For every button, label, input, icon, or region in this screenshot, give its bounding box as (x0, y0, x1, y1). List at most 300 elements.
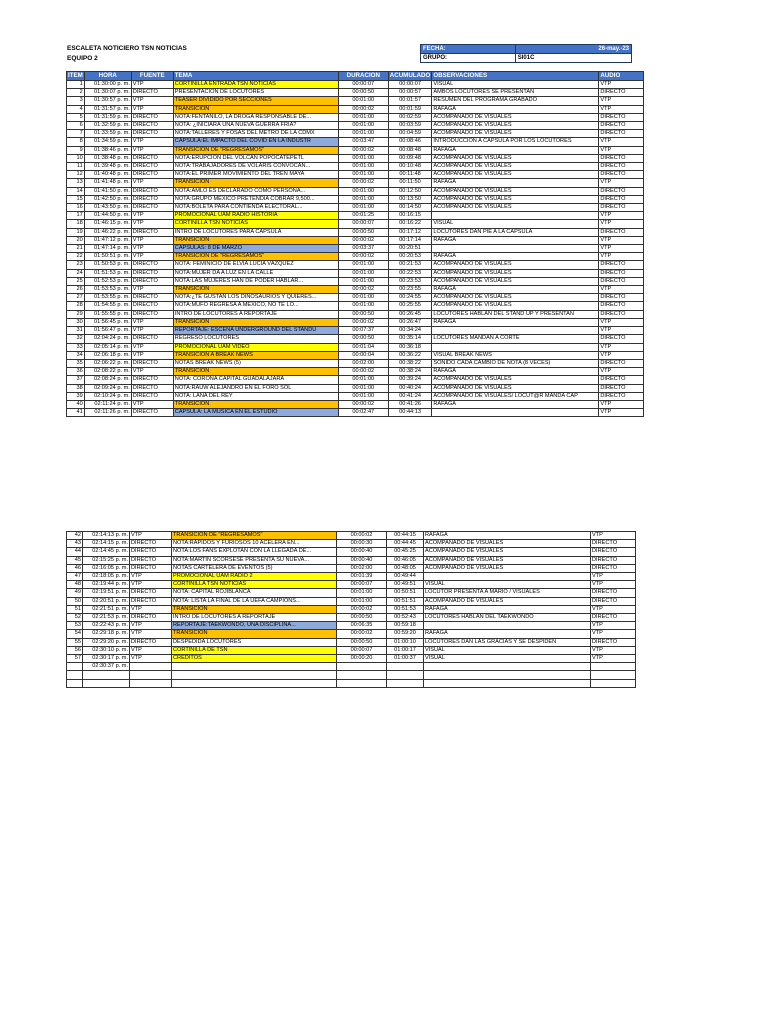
cell-fuente: VTP (131, 212, 173, 220)
cell-audio (591, 679, 636, 687)
cell-tema: NOTA:TALLERES Y FOSAS DEL METRO DE LA CDMX (173, 130, 338, 138)
cell-audio: VTP (599, 253, 644, 261)
cell-audio: DIRECTO (599, 89, 644, 97)
cell-hora: 01:39:48 p. m. (84, 163, 131, 171)
cell-observaciones: VISUAL (432, 220, 599, 228)
cell-tema: NOTA:RÁPIDOS Y FURIOSOS 10 ACELERA EN... (172, 540, 337, 548)
cell-item (67, 663, 83, 671)
cell-tema: TRANSICION DE "REGRESAMOS" (172, 532, 337, 540)
cell-hora: 01:42:50 p. m. (84, 195, 131, 203)
cell-hora: 02:09:24 p. m. (84, 384, 131, 392)
cell-hora: 02:15:25 p. m. (83, 556, 130, 564)
cell-fuente: DIRECTO (130, 638, 172, 646)
table-row (67, 646, 636, 654)
cell-duracion: 00:00:02 (337, 532, 387, 540)
cell-fuente: VTP (131, 138, 173, 146)
cell-item: 32 (67, 335, 85, 343)
cell-duracion: 00:00:02 (338, 105, 388, 113)
table-row (67, 614, 636, 622)
cell-duracion: 00:00:07 (337, 581, 387, 589)
cell-acumulado: 00:02:59 (388, 113, 432, 121)
cell-duracion: 00:00:07 (338, 220, 388, 228)
cell-fuente: DIRECTO (131, 261, 173, 269)
cell-item: 18 (67, 220, 85, 228)
cell-audio: VTP (599, 220, 644, 228)
cell-observaciones: RÁFAGA (432, 253, 599, 261)
cell-acumulado: 00:59:18 (387, 622, 424, 630)
table-row (67, 245, 644, 253)
cell-observaciones: LOCUTORES DAN PIE A LA CÁPSULA (432, 228, 599, 236)
table-row (67, 89, 644, 97)
cell-acumulado (387, 679, 424, 687)
cell-fuente: DIRECTO (131, 130, 173, 138)
cell-acumulado: 00:36:22 (388, 351, 432, 359)
cell-duracion: 00:03:47 (338, 138, 388, 146)
cell-audio: DIRECTO (591, 614, 636, 622)
cell-item: 28 (67, 302, 85, 310)
cell-tema: REGRESO LOCUTORES (173, 335, 338, 343)
cell-fuente: DIRECTO (131, 204, 173, 212)
col-acumulado: ACUMULADO (389, 72, 431, 79)
cell-acumulado: 00:44:15 (387, 532, 424, 540)
cell-tema: NOTA: FEMINICIO DE ELVÍA LUCÍA VÁZQUEZ (173, 261, 338, 269)
cell-observaciones: RÁFAGA (424, 630, 591, 638)
cell-item: 14 (67, 187, 85, 195)
cell-duracion: 00:02:00 (337, 564, 387, 572)
cell-item: 38 (67, 384, 85, 392)
cell-acumulado: 00:40:24 (388, 384, 432, 392)
cell-observaciones: ACOMPAÑADO DE VISUALES (432, 204, 599, 212)
cell-audio: VTP (591, 573, 636, 581)
grupo-value: SI01C (515, 54, 631, 63)
table-row (67, 171, 644, 179)
table-row (67, 327, 644, 335)
table-row (67, 261, 644, 269)
cell-acumulado: 00:34:24 (388, 327, 432, 335)
cell-acumulado: 00:44:45 (387, 540, 424, 548)
cell-duracion: 00:01:00 (338, 163, 388, 171)
cell-observaciones: LOCUTORES MANDAN A CORTE (432, 335, 599, 343)
cell-duracion: 00:03:37 (338, 245, 388, 253)
cell-observaciones (424, 663, 591, 671)
table-row (67, 163, 644, 171)
cell-item: 40 (67, 400, 85, 408)
table-row (67, 138, 644, 146)
cell-acumulado: 00:44:13 (388, 409, 432, 417)
cell-duracion: 00:01:00 (338, 113, 388, 121)
cell-hora: 01:30:00 p. m. (84, 81, 131, 89)
cell-audio: DIRECTO (599, 294, 644, 302)
cell-hora: 01:31:57 p. m. (84, 105, 131, 113)
cell-tema: NOTA:¿TE GUSTAN LOS DINOSAURIOS Y QUIERES... (173, 294, 338, 302)
cell-duracion: 00:00:02 (337, 605, 387, 613)
table-row (67, 220, 644, 228)
cell-acumulado: 00:23:53 (388, 277, 432, 285)
schedule-table-1 (66, 71, 644, 417)
cell-audio: VTP (599, 146, 644, 154)
cell-duracion: 00:00:50 (338, 335, 388, 343)
cell-fuente: DIRECTO (131, 277, 173, 285)
table-row (67, 392, 644, 400)
cell-fuente: DIRECTO (131, 384, 173, 392)
cell-observaciones: RÁFAGA (432, 105, 599, 113)
col-hora: HORA (84, 72, 131, 81)
cell-tema: PRESENTACION DE LOCUTORES (173, 89, 338, 97)
cell-audio: DIRECTO (599, 392, 644, 400)
cell-acumulado: 00:51:53 (387, 605, 424, 613)
cell-acumulado: 00:22:53 (388, 269, 432, 277)
cell-hora: 02:29:20 p. m. (83, 638, 130, 646)
cell-acumulado: 00:08:48 (388, 146, 432, 154)
cell-fuente: VTP (131, 318, 173, 326)
cell-hora: 01:30:57 p. m. (84, 97, 131, 105)
cell-duracion: 00:00:20 (337, 655, 387, 663)
table-row (67, 400, 644, 408)
table-row (67, 589, 636, 597)
cell-observaciones (432, 409, 599, 417)
cell-fuente: DIRECTO (130, 597, 172, 605)
cell-tema: TRANSICIÓN (173, 286, 338, 294)
table-row (67, 671, 636, 679)
cell-audio: DIRECTO (599, 171, 644, 179)
cell-acumulado: 00:36:18 (388, 343, 432, 351)
table-row (67, 638, 636, 646)
cell-fuente (130, 671, 172, 679)
cell-observaciones: SONIDO CADA CAMBIO DE NOTA (8 VECES) (432, 359, 599, 367)
cell-duracion: 00:01:00 (338, 269, 388, 277)
cell-hora: 02:08:24 p. m. (84, 376, 131, 384)
cell-fuente: VTP (131, 368, 173, 376)
cell-audio: VTP (591, 646, 636, 654)
cell-audio: VTP (591, 622, 636, 630)
cell-item: 7 (67, 130, 85, 138)
cell-fuente: DIRECTO (131, 171, 173, 179)
cell-hora: 01:51:53 p. m. (84, 269, 131, 277)
cell-acumulado (387, 663, 424, 671)
cell-fuente: DIRECTO (131, 335, 173, 343)
cell-duracion: 00:00:50 (337, 614, 387, 622)
cell-audio: DIRECTO (599, 195, 644, 203)
cell-duracion: 00:02:47 (338, 409, 388, 417)
cell-fuente: VTP (131, 253, 173, 261)
table-row (67, 351, 644, 359)
cell-tema: DESPEDIDA LOCUTORES (172, 638, 337, 646)
cell-fuente: VTP (131, 400, 173, 408)
cell-duracion: 00:00:40 (337, 548, 387, 556)
cell-tema: NOTA:LOS FANS EXPLOTAN CON LA LLEGADA DE... (172, 548, 337, 556)
cell-tema: INTRO DE LOCUTORES A REPORTAJE (173, 310, 338, 318)
cell-duracion: 00:01:00 (338, 294, 388, 302)
col-item: ITEM (68, 72, 83, 79)
cell-duracion: 00:00:02 (338, 400, 388, 408)
cell-audio: DIRECTO (591, 564, 636, 572)
cell-duracion: 00:01:25 (338, 212, 388, 220)
cell-tema: TRANSICIÓN (172, 605, 337, 613)
cell-tema: TRANSICIÓN (173, 236, 338, 244)
cell-acumulado: 00:59:20 (387, 630, 424, 638)
cell-tema: TRANSICIÓN A BREAK NEWS (173, 351, 338, 359)
cell-fuente: DIRECTO (131, 392, 173, 400)
cell-fuente: VTP (131, 81, 173, 89)
cell-duracion: 00:01:00 (338, 277, 388, 285)
cell-hora: 01:53:55 p. m. (84, 294, 131, 302)
cell-acumulado: 00:51:51 (387, 597, 424, 605)
cell-fuente (130, 679, 172, 687)
cell-tema: NOTA:MUFO REGRESA A MÉXICO, NO TE LO... (173, 302, 338, 310)
cell-item: 13 (67, 179, 85, 187)
cell-observaciones: VISUAL (432, 81, 599, 89)
cell-hora: 01:33:59 p. m. (84, 130, 131, 138)
cell-duracion: 00:02:00 (338, 359, 388, 367)
cell-observaciones: ACOMPAÑADO DE VISUALES (432, 302, 599, 310)
cell-acumulado: 00:41:26 (388, 400, 432, 408)
cell-observaciones (424, 573, 591, 581)
table-row (67, 409, 644, 417)
cell-tema: PROMOCIONAL UAM VIDEO (173, 343, 338, 351)
cell-audio: DIRECTO (599, 302, 644, 310)
cell-duracion: 00:00:02 (338, 286, 388, 294)
cell-hora: 02:11:26 p. m. (84, 409, 131, 417)
cell-acumulado: 00:16:15 (388, 212, 432, 220)
cell-item: 37 (67, 376, 85, 384)
cell-audio: DIRECTO (599, 228, 644, 236)
cell-tema: NOTA:RAUW ALEJANDRO EN EL FORO SOL (173, 384, 338, 392)
cell-duracion: 00:07:37 (338, 327, 388, 335)
cell-duracion: 00:01:00 (338, 154, 388, 162)
cell-fuente: DIRECTO (131, 122, 173, 130)
table-row (67, 277, 644, 285)
cell-duracion: 00:01:00 (337, 597, 387, 605)
cell-item: 8 (67, 138, 85, 146)
cell-acumulado: 01:00:10 (387, 638, 424, 646)
cell-audio: DIRECTO (599, 187, 644, 195)
cell-tema: NOTA:AMLO ES DECLARADO COMO PERSONA... (173, 187, 338, 195)
cell-duracion: 00:00:02 (338, 236, 388, 244)
cell-fuente: DIRECTO (130, 589, 172, 597)
cell-fuente: VTP (130, 605, 172, 613)
cell-item (67, 671, 83, 679)
cell-item: 24 (67, 269, 85, 277)
cell-fuente: VTP (130, 573, 172, 581)
cell-hora: 02:08:22 p. m. (84, 368, 131, 376)
cell-audio: DIRECTO (599, 122, 644, 130)
cell-fuente: DIRECTO (131, 310, 173, 318)
cell-audio: DIRECTO (599, 204, 644, 212)
cell-tema: NOTA:EL PRIMER MOVIMIENTO DEL TREN MAYA (173, 171, 338, 179)
cell-audio: VTP (599, 343, 644, 351)
cell-fuente: VTP (131, 327, 173, 335)
cell-tema: NOTA: CORONA CAPITAL GUADALAJARA (173, 376, 338, 384)
cell-acumulado: 01:00:37 (387, 655, 424, 663)
cell-fuente: VTP (131, 105, 173, 113)
cell-acumulado: 00:03:59 (388, 122, 432, 130)
table-row (67, 630, 636, 638)
cell-audio: DIRECTO (591, 589, 636, 597)
cell-duracion (337, 663, 387, 671)
cell-observaciones: ACOMPAÑADO DE VISUALES (432, 294, 599, 302)
cell-acumulado: 00:04:59 (388, 130, 432, 138)
cell-audio: VTP (591, 581, 636, 589)
cell-audio: VTP (599, 318, 644, 326)
cell-fuente: VTP (130, 581, 172, 589)
cell-observaciones: RÁFAGA (432, 286, 599, 294)
cell-acumulado: 00:52:43 (387, 614, 424, 622)
cell-acumulado: 00:26:47 (388, 318, 432, 326)
table-row (67, 605, 636, 613)
cell-fuente: DIRECTO (131, 409, 173, 417)
cell-tema: PROMOCIONAL UAM RADIO HISTORIA (173, 212, 338, 220)
cell-observaciones: ACOMPAÑADO DE VISUALES (432, 187, 599, 195)
cell-item: 49 (67, 589, 83, 597)
cell-item: 9 (67, 146, 85, 154)
cell-observaciones: RÁFAGA (432, 318, 599, 326)
cell-item: 41 (67, 409, 85, 417)
cell-item: 50 (67, 597, 83, 605)
cell-tema: NOTA:ERUPCIÓN DEL VOLCÁN POPOCATEPETL (173, 154, 338, 162)
cell-item: 2 (67, 89, 85, 97)
cell-duracion: 00:01:00 (338, 376, 388, 384)
cell-fuente: DIRECTO (131, 359, 173, 367)
cell-hora: 01:56:47 p. m. (84, 327, 131, 335)
table-row (67, 663, 636, 671)
cell-item: 39 (67, 392, 85, 400)
table-row (67, 581, 636, 589)
cell-hora: 02:19:44 p. m. (83, 581, 130, 589)
table-row (67, 146, 644, 154)
cell-acumulado: 00:46:05 (387, 556, 424, 564)
cell-observaciones: ACOMPAÑADO DE VISUALES (424, 540, 591, 548)
cell-audio: VTP (599, 400, 644, 408)
cell-audio: DIRECTO (591, 556, 636, 564)
cell-hora: 01:30:07 p. m. (84, 89, 131, 97)
cell-audio: DIRECTO (599, 310, 644, 318)
cell-acumulado: 00:12:50 (388, 187, 432, 195)
cell-duracion: 00:00:02 (338, 368, 388, 376)
cell-tema: TRANSICIÓN (173, 368, 338, 376)
table-row (67, 286, 644, 294)
cell-observaciones: ACOMPAÑADO DE VISUALES (432, 376, 599, 384)
cell-hora: 01:56:45 p. m. (84, 318, 131, 326)
cell-observaciones: ACOMPAÑADO DE VISUALES (432, 171, 599, 179)
cell-duracion (337, 679, 387, 687)
cell-item: 25 (67, 277, 85, 285)
cell-item: 26 (67, 286, 85, 294)
cell-observaciones: ACOMPAÑADO DE VISUALES (432, 384, 599, 392)
cell-acumulado: 00:41:24 (388, 392, 432, 400)
cell-observaciones: ACOMPAÑADO DE VISUALES (432, 113, 599, 121)
cell-observaciones: ACOMPAÑADO DE VISUALES (432, 122, 599, 130)
cell-observaciones: VISUAL (424, 581, 591, 589)
cell-item: 56 (67, 646, 83, 654)
cell-item: 55 (67, 638, 83, 646)
table-row (67, 122, 644, 130)
table-row (67, 532, 636, 540)
cell-hora: 02:21:51 p. m. (83, 605, 130, 613)
cell-observaciones (424, 622, 591, 630)
cell-duracion: 00:01:00 (338, 187, 388, 195)
cell-tema: NOTA:GRUPO MEXICO PRETENDIA COBRAR 9,500... (173, 195, 338, 203)
cell-duracion: 00:00:02 (337, 630, 387, 638)
cell-fuente: DIRECTO (131, 294, 173, 302)
cell-acumulado (387, 671, 424, 679)
table-row (67, 548, 636, 556)
cell-fuente: VTP (131, 343, 173, 351)
cell-fuente: DIRECTO (130, 548, 172, 556)
cell-hora: 01:41:50 p. m. (84, 187, 131, 195)
table-row (67, 113, 644, 121)
cell-tema: PROMOCIONAL UAM RADIO 2 (172, 573, 337, 581)
cell-audio: VTP (599, 368, 644, 376)
table-row (67, 343, 644, 351)
cell-observaciones: ACOMPAÑADO DE VISUALES (432, 277, 599, 285)
cell-hora: 02:06:18 p. m. (84, 351, 131, 359)
cell-audio (591, 663, 636, 671)
cell-observaciones (424, 679, 591, 687)
table-row (67, 359, 644, 367)
cell-item: 30 (67, 318, 85, 326)
cell-fuente: DIRECTO (131, 89, 173, 97)
cell-hora: 01:52:53 p. m. (84, 277, 131, 285)
cell-item: 42 (67, 532, 83, 540)
cell-observaciones: VISUAL (424, 646, 591, 654)
cell-observaciones: INTRODUCCIÓN A CÁPSULA POR LOS LOCUTORES (432, 138, 599, 146)
cell-acumulado: 00:16:22 (388, 220, 432, 228)
cell-audio: VTP (599, 236, 644, 244)
cell-acumulado: 00:35:14 (388, 335, 432, 343)
cell-item: 20 (67, 236, 85, 244)
table-row (67, 253, 644, 261)
table-row (67, 655, 636, 663)
schedule-table-2 (66, 531, 636, 688)
cell-duracion: 00:01:00 (338, 302, 388, 310)
cell-duracion: 00:00:02 (338, 253, 388, 261)
cell-audio: VTP (599, 327, 644, 335)
cell-acumulado: 00:09:48 (388, 154, 432, 162)
cell-hora: 02:14:13 p. m. (83, 532, 130, 540)
cell-observaciones: RÁFAGA (424, 605, 591, 613)
cell-fuente: VTP (131, 220, 173, 228)
cell-hora: 01:47:12 p. m. (84, 236, 131, 244)
cell-hora: 01:44:50 p. m. (84, 212, 131, 220)
cell-acumulado: 00:38:22 (388, 359, 432, 367)
cell-hora: 01:38:48 p. m. (84, 154, 131, 162)
cell-tema: NOTA:LAS MUJERES HAN DE PODER HABLAR... (173, 277, 338, 285)
cell-observaciones: VISUAL BREAK NEWS (432, 351, 599, 359)
cell-fuente: DIRECTO (131, 154, 173, 162)
cell-observaciones: RÁFAGA (432, 236, 599, 244)
table-row (67, 564, 636, 572)
cell-duracion: 00:01:00 (338, 97, 388, 105)
table-row (67, 212, 644, 220)
cell-duracion: 00:00:50 (338, 89, 388, 97)
table-row (67, 195, 644, 203)
cell-audio: VTP (599, 179, 644, 187)
cell-item: 5 (67, 113, 85, 121)
table-row (67, 130, 644, 138)
table-row (67, 376, 644, 384)
cell-item: 51 (67, 605, 83, 613)
cell-fuente: DIRECTO (130, 564, 172, 572)
table-row (67, 179, 644, 187)
cell-fuente (130, 663, 172, 671)
cell-duracion (337, 671, 387, 679)
cell-observaciones: RESUMEN DEL PROGRAMA GRABADO (432, 97, 599, 105)
cell-acumulado: 00:01:57 (388, 97, 432, 105)
cell-audio: DIRECTO (591, 638, 636, 646)
cell-hora: 01:47:14 p. m. (84, 245, 131, 253)
cell-item: 46 (67, 564, 83, 572)
cell-observaciones: RÁFAGA (432, 179, 599, 187)
